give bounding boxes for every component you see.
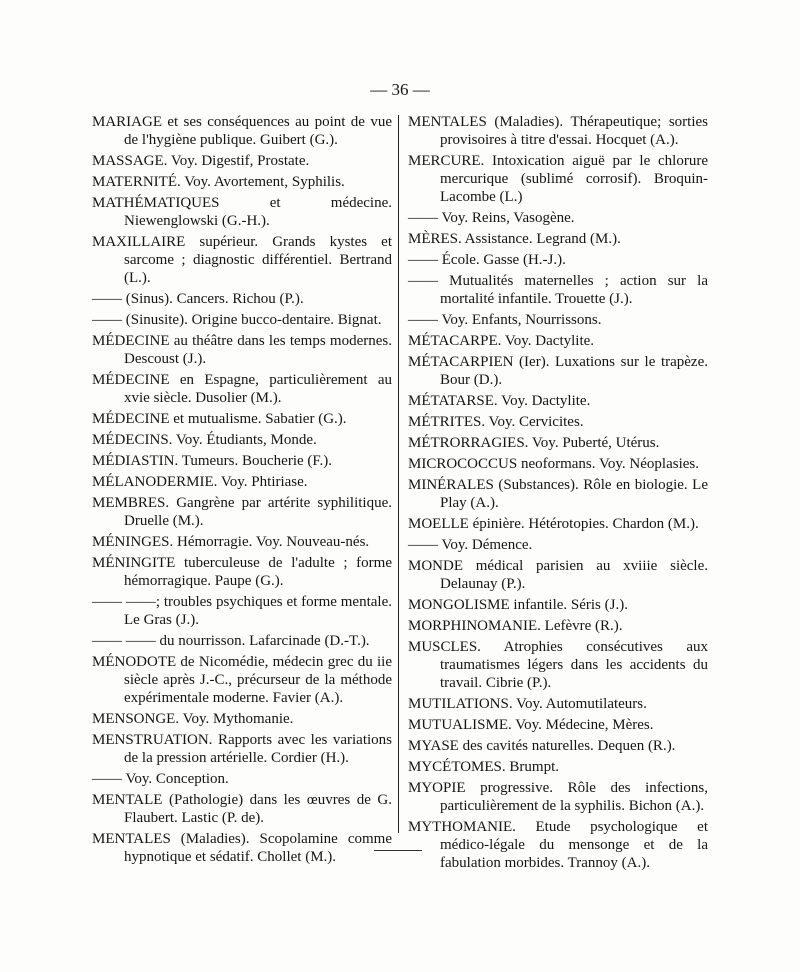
index-entry: MORPHINOMANIE. Lefèvre (R.). xyxy=(408,618,623,634)
index-entry: —— Voy. Conception. xyxy=(92,771,229,787)
index-entry: —— Voy. Reins, Vasogène. xyxy=(408,210,575,226)
index-entry: MENTALE (Pathologie) dans les œuvres de G. Flaubert. Lastic (P. de). xyxy=(92,792,392,826)
index-entry: —— Voy. Enfants, Nourrissons. xyxy=(408,312,602,328)
index-entry: MICROCOCCUS neoformans. Voy. Néoplasies. xyxy=(408,456,699,472)
index-entry: MÉTACARPIEN (Ier). Luxations sur le trapèze. Bour (D.). xyxy=(408,354,708,388)
index-entry: —— (Sinusite). Origine bucco-dentaire. Bignat. xyxy=(92,312,382,328)
index-entry: MOELLE épinière. Hétérotopies. Chardon (M.). xyxy=(408,516,699,532)
index-entry: MENTALES (Maladies). Thérapeutique; sorties provisoires à titre d'essai. Hocquet (A.). xyxy=(408,114,708,148)
index-entry: MÉNINGES. Hémorragie. Voy. Nouveau-nés. xyxy=(92,534,370,550)
index-entry: MONGOLISME infantile. Séris (J.). xyxy=(408,597,628,613)
index-entry: MARIAGE et ses conséquences au point de vue de l'hygiène publique. Guibert (G.). xyxy=(92,114,392,148)
index-entry: MÉTRORRAGIES. Voy. Puberté, Utérus. xyxy=(408,435,660,451)
index-entry: MÉNINGITE tuberculeuse de l'adulte ; forme hémorragique. Paupe (G.). xyxy=(92,555,392,589)
index-entry: MÉDIASTIN. Tumeurs. Boucherie (F.). xyxy=(92,453,333,469)
index-entry: MÉDECINE et mutualisme. Sabatier (G.). xyxy=(92,411,347,427)
index-entry: MENTALES (Maladies). Scopolamine comme hypnotique et sédatif. Chollet (M.). xyxy=(92,831,392,865)
index-entry: —— ——; troubles psychiques et forme mentale. Le Gras (J.). xyxy=(92,594,392,628)
index-entry: MUTILATIONS. Voy. Automutilateurs. xyxy=(408,696,647,712)
index-entry: MUSCLES. Atrophies consécutives aux traumatismes légers dans les accidents du travail. Cibrie (P.). xyxy=(408,639,708,691)
index-entry: —— École. Gasse (H.-J.). xyxy=(408,252,566,268)
left-column xyxy=(92,113,392,869)
index-entry: MUTUALISME. Voy. Médecine, Mères. xyxy=(408,717,654,733)
index-entry: MÉDECINE en Espagne, particulièrement au xvie siècle. Dusolier (M.). xyxy=(92,372,392,406)
index-entry: MATERNITÉ. Voy. Avortement, Syphilis. xyxy=(92,174,345,190)
index-entry: MÉNODOTE de Nicomédie, médecin grec du iie siècle après J.-C., précurseur de la méthode expérimentale moderne. Favier (A.). xyxy=(92,654,392,706)
index-entry: MÉDECINE au théâtre dans les temps modernes. Descoust (J.). xyxy=(92,333,392,367)
index-entry: —— (Sinus). Cancers. Richou (P.). xyxy=(92,291,304,307)
index-entry: MÈRES. Assistance. Legrand (M.). xyxy=(408,231,621,247)
end-rule xyxy=(374,850,422,851)
index-entry: MATHÉMATIQUES et médecine. Niewenglowski (G.-H.). xyxy=(92,195,392,229)
index-entry: MENSTRUATION. Rapports avec les variations de la pression artérielle. Cordier (H.). xyxy=(92,732,392,766)
index-entry: MAXILLAIRE supérieur. Grands kystes et sarcome ; diagnostic différentiel. Bertrand (L.). xyxy=(92,234,392,286)
index-entry: MYASE des cavités naturelles. Dequen (R.). xyxy=(408,738,676,754)
index-entry: MÉTACARPE. Voy. Dactylite. xyxy=(408,333,595,349)
index-entry: MERCURE. Intoxication aiguë par le chlorure mercurique (sublimé corrosif). Broquin-Lacombe (L.) xyxy=(408,153,708,205)
index-entry: —— Voy. Démence. xyxy=(408,537,533,553)
index-entry: MYOPIE progressive. Rôle des infections, particulièrement de la syphilis. Bichon (A.). xyxy=(408,780,708,814)
index-entry: MEMBRES. Gangrène par artérite syphilitique. Druelle (M.). xyxy=(92,495,392,529)
index-entry: MENSONGE. Voy. Mythomanie. xyxy=(92,711,294,727)
index-entry: MÉTRITES. Voy. Cervicites. xyxy=(408,414,584,430)
index-entry: MASSAGE. Voy. Digestif, Prostate. xyxy=(92,153,310,169)
index-entry: MYTHOMANIE. Etude psychologique et médico-légale du mensonge et de la fabulation morbides. Trannoy (A.). xyxy=(408,819,708,871)
index-entry: MYCÉTOMES. Brumpt. xyxy=(408,759,559,775)
page-number: — 36 — xyxy=(370,80,430,99)
column-divider xyxy=(398,115,399,833)
index-entry: MÉDECINS. Voy. Étudiants, Monde. xyxy=(92,432,317,448)
index-entry: MINÉRALES (Substances). Rôle en biologie. Le Play (A.). xyxy=(408,477,708,511)
index-entry: MONDE médical parisien au xviiie siècle. Delaunay (P.). xyxy=(408,558,708,592)
index-entry: —— —— du nourrisson. Lafarcinade (D.-T.). xyxy=(92,633,370,649)
index-entry: MÉTATARSE. Voy. Dactylite. xyxy=(408,393,591,409)
index-entry: —— Mutualités maternelles ; action sur la mortalité infantile. Trouette (J.). xyxy=(408,273,708,307)
index-entry: MÉLANODERMIE. Voy. Phtiriase. xyxy=(92,474,308,490)
right-column xyxy=(408,113,708,875)
